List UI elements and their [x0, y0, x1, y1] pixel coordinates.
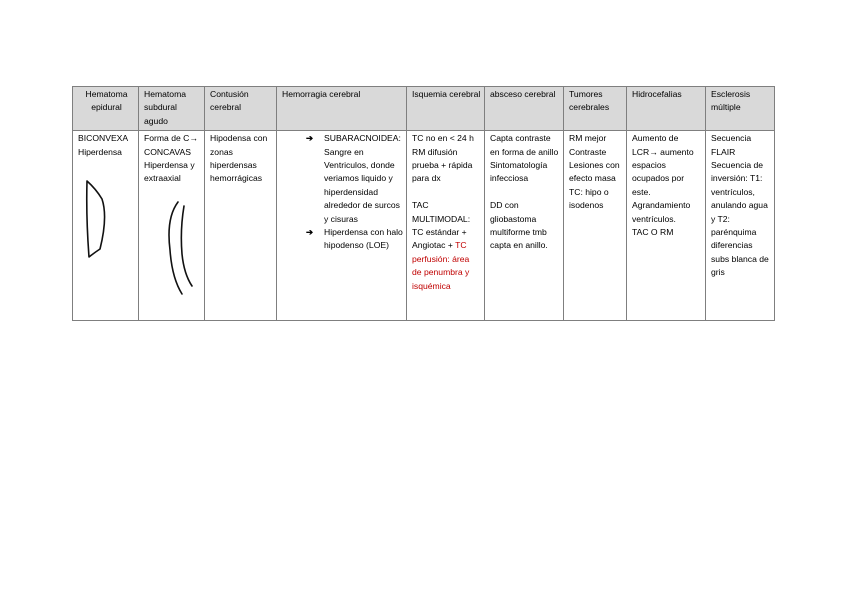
isquemia-line-2: RM difusión prueba + rápida para dx — [412, 146, 473, 184]
header-esclerosis: Esclerosis múltiple — [706, 87, 775, 131]
header-tumores: Tumores cerebrales — [564, 87, 627, 131]
cell-contusion — [205, 131, 277, 321]
hemorragia-list — [282, 132, 403, 253]
isquemia-line-1: TC no en < 24 h — [412, 133, 474, 144]
comparison-table — [72, 86, 775, 321]
header-hematoma-subdural: Hematoma subdural agudo — [139, 87, 205, 131]
epidural-line-2: Hiperdensa — [78, 146, 122, 157]
esclerosis-line-1: Secuencia FLAIR — [711, 133, 752, 157]
header-absceso: absceso cerebral — [485, 87, 564, 131]
hidrocefalias-line-3: TAC O RM — [632, 227, 674, 238]
header-row — [73, 87, 775, 131]
header-hidrocefalias: Hidrocefalias — [627, 87, 706, 131]
absceso-line-1: Capta contraste en forma de anillo — [490, 133, 559, 157]
cell-esclerosis — [706, 131, 775, 321]
cell-absceso — [485, 131, 564, 321]
absceso-line-2: Sintomatología infecciosa — [490, 160, 548, 184]
isquemia-multimodal: TAC MULTIMODAL: TC estándar + Angiotac + — [412, 200, 471, 251]
cell-tumores — [564, 131, 627, 321]
hemorragia-item-subaracnoidea — [306, 132, 403, 226]
cell-hematoma-epidural — [73, 131, 139, 321]
subdural-line-2: Hiperdensa y extraaxial — [144, 160, 195, 184]
tumores-line-2: Contraste — [569, 146, 607, 157]
subdural-line-1: Forma de C→ CONCAVAS — [144, 133, 198, 157]
hemorragia-item-hiperdensa — [306, 226, 403, 253]
hidrocefalias-line-2: Agrandamiento ventrículos. — [632, 200, 691, 224]
cell-hemorragia — [277, 131, 407, 321]
concave-sketch-icon — [144, 200, 200, 300]
header-hemorragia: Hemorragia cerebral — [277, 87, 407, 131]
hidrocefalias-line-1: Aumento de LCR→ aumento espacios ocupados por este. — [632, 133, 694, 197]
hemorragia-item-text: SUBARACNOIDEA: Sangre en Ventriculos, donde veriamos liquido y hiperdensidad alrededor de surcos y cisuras — [324, 133, 401, 224]
biconvex-sketch-icon — [78, 177, 118, 267]
cell-isquemia — [407, 131, 485, 321]
tumores-line-1: RM mejor — [569, 133, 607, 144]
header-contusion: Contusión cerebral — [205, 87, 277, 131]
isquemia-perfusion-highlight: TC perfusión: área de penumbra y isquémica — [412, 240, 470, 291]
hemorragia-item-text: Hiperdensa con halo hipodenso (LOE) — [324, 227, 403, 251]
epidural-line-1: BICONVEXA — [78, 133, 129, 144]
esclerosis-line-2: Secuencia de inversión: T1: ventrículos, anulando agua y T2: parénquima diferencias subs blanca de gris — [711, 160, 769, 278]
contusion-text: Hipodensa con zonas hiperdensas hemorrágicas — [210, 133, 268, 184]
cell-hematoma-subdural — [139, 131, 205, 321]
header-isquemia: Isquemia cerebral — [407, 87, 485, 131]
content-row — [73, 131, 775, 321]
tumores-line-4: TC: hipo o isodenos — [569, 186, 609, 211]
arrow-right-icon: ➔ — [306, 133, 314, 144]
tumores-line-3: Lesiones con efecto masa — [569, 160, 620, 184]
cell-hidrocefalias — [627, 131, 706, 321]
arrow-right-icon: ➔ — [306, 227, 314, 238]
header-hematoma-epidural: Hematoma epidural — [73, 87, 139, 131]
absceso-line-3: DD con gliobastoma multiforme tmb capta en anillo. — [490, 200, 548, 251]
